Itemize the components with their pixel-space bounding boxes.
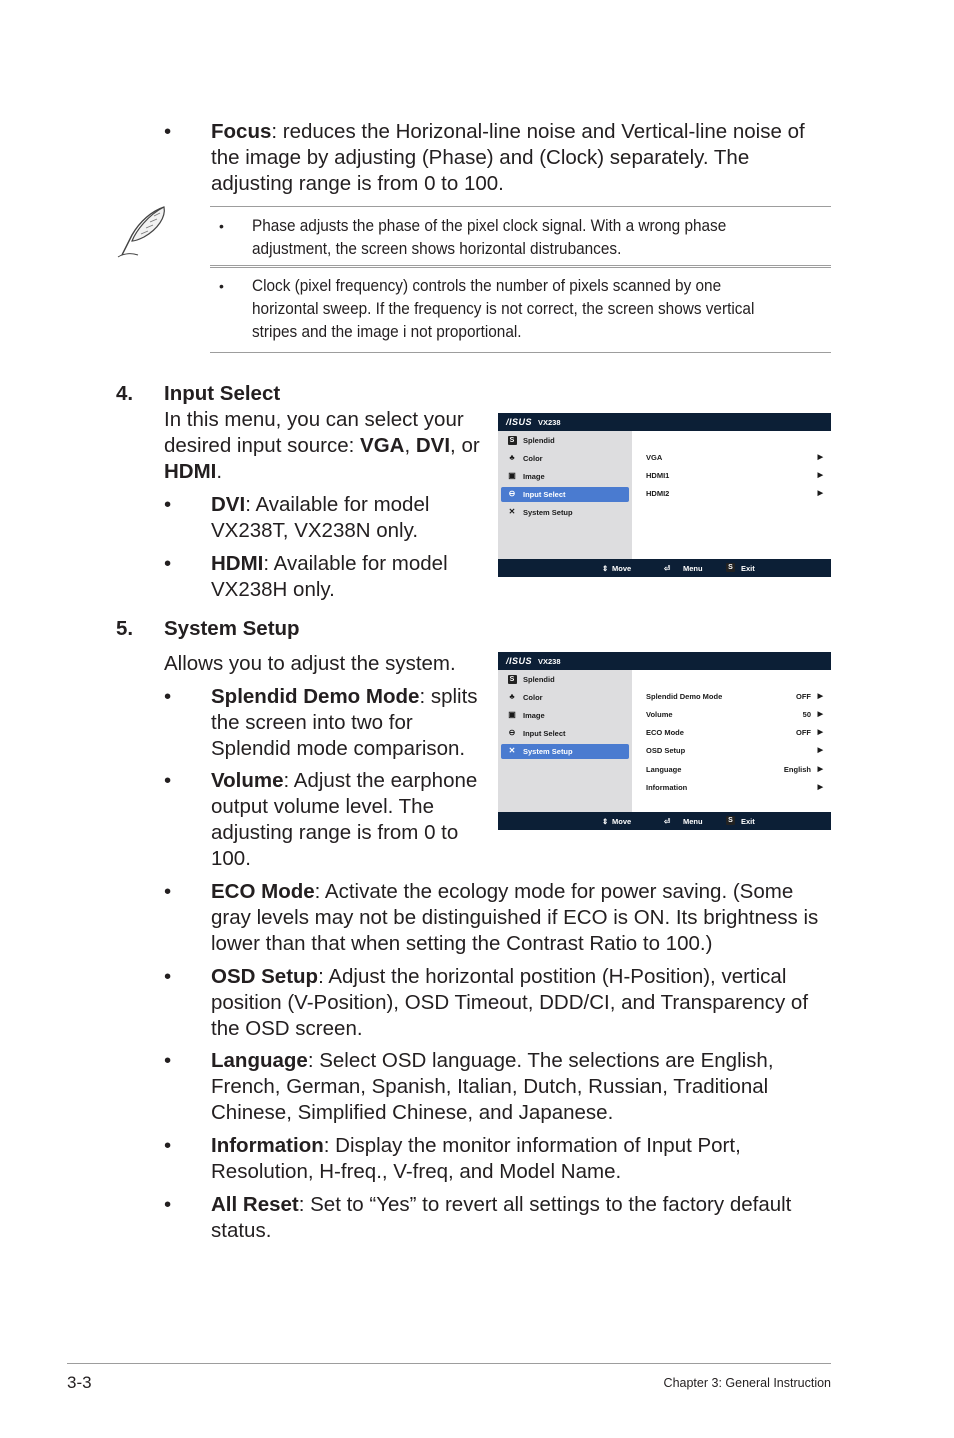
focus-term: Focus [211,120,272,143]
note-middle-rule [210,265,831,268]
splendid-icon: S [507,674,517,684]
asus-logo: /ISUS [506,417,533,427]
footer-rule [67,1363,831,1364]
page-number: 3-3 [67,1373,92,1392]
osd-menu-input-select: ⊖ Input Select [508,728,566,738]
osd-footer: ⇕ Move ⏎ Menu S Exit [498,559,831,577]
osd-menu-color: ♣ Color [501,690,629,705]
osd-title-bar [498,652,831,670]
s5-bullet-mark-5: • [164,1049,172,1072]
osd-menu-color: ♣ Color [501,451,629,466]
section4-intro: In this menu, you can select your desired input source: VGA, DVI, or HDMI. [164,408,480,483]
s5-bullet-all-reset: All Reset: Set to “Yes” to revert all settings to the factory default status. [211,1193,792,1242]
osd-menu-splendid: S Splendid [501,433,629,448]
osd-submenu [633,431,831,559]
osd-menu-image: ▣ Image [508,710,545,720]
focus-bullet-mark: • [164,120,172,143]
input-select-icon: ⊖ [508,489,516,498]
osd-title-bar [498,413,831,431]
osd-row-osd-setup: OSD Setup ▶ [646,746,823,755]
move-arrows-icon: ⇕ [602,817,609,826]
s5-bullet-splendid-demo: Splendid Demo Mode: splits the screen into two for Splendid mode comparison. [211,685,478,760]
focus-text: : reduces the Horizonal-line noise and Vertical-line noise of the image by adjusting (Phase) and (Clock) separately. The adjusting range is from 0 to 100. [211,120,805,195]
menu-enter-icon: ⏎ [664,817,671,826]
s5-bullet-osd-setup: OSD Setup: Adjust the horizontal postition (H-Position), vertical position (V-Position), OSD Timeout, DDD/CI, and Transparency of the OSD screen. [211,965,809,1040]
s5-bullet-volume: Volume: Adjust the earphone output volume level. The adjusting range is from 0 to 100. [211,769,478,870]
osd-row-splendid-demo: Splendid Demo Mode OFF ▶ [646,692,823,701]
section4-bullet-mark-1: • [164,493,172,516]
section5-number: 5. [116,617,134,640]
s5-bullet-language: Language: Select OSD language. The selections are English, French, German, Spanish, Italian, Dutch, Russian, Traditional Chinese, Simplified Chinese, and Japanese. [211,1049,774,1124]
osd-row-eco-mode: ECO Mode OFF ▶ [646,728,823,737]
splendid-icon: S [507,435,517,445]
note-item-clock: Clock (pixel frequency) controls the number of pixels scanned by one horizontal sweep. If the frequency is not correct, the screen shows vertical stripes and the image i not proportional. [252,277,755,341]
osd-submenu [633,670,831,798]
note-bullet-1: • [219,218,224,234]
color-icon: ♣ [509,453,515,462]
s5-bullet-mark-1: • [164,685,172,708]
osd-model-name: VX238 [538,418,561,427]
osd-menu-list [498,431,632,559]
section5-title: System Setup [164,617,300,640]
asus-logo: /ISUS [506,656,533,666]
s5-bullet-mark-3: • [164,880,172,903]
osd-menu-splendid: S Splendid [501,672,629,687]
note-top-rule [210,206,831,207]
input-select-icon: ⊖ [508,728,516,737]
osd-row-hdmi2: HDMI2 ▶ [646,489,823,498]
osd-model-name: VX238 [538,657,561,666]
image-icon: ▣ [508,710,516,719]
osd-menu-input-select: ⊖ Input Select [501,487,629,502]
system-setup-icon: ✕ [508,746,516,755]
osd-footer: ⇕ Move ⏎ Menu S Exit [498,812,831,830]
osd-menu-image: ▣ Image [508,471,545,481]
osd-row-language: Language English ▶ [646,765,823,774]
osd-menu-system-setup: ✕ System Setup [508,507,573,517]
move-arrows-icon: ⇕ [602,564,609,573]
osd-menu-system-setup: ✕ System Setup [501,744,629,759]
osd-system-setup-screenshot [498,652,831,830]
osd-row-hdmi1: HDMI1 ▶ [646,471,823,480]
section4-title: Input Select [164,382,281,405]
osd-row-information: Information ▶ [646,783,823,792]
osd-input-select-screenshot [498,413,831,577]
exit-s-icon: S [726,816,735,825]
section4-bullet-dvi: DVI: Available for model VX238T, VX238N only. [211,493,430,542]
feather-pen-icon [114,203,172,259]
s5-bullet-mark-4: • [164,965,172,988]
s5-bullet-mark-2: • [164,769,172,792]
section4-bullet-hdmi: HDMI: Available for model VX238H only. [211,552,448,601]
s5-bullet-mark-7: • [164,1193,172,1216]
system-setup-icon: ✕ [508,507,516,516]
section4-bullet-mark-2: • [164,552,172,575]
note-item-phase: Phase adjusts the phase of the pixel clock signal. With a wrong phase adjustment, the screen shows horizontal distrubances. [252,217,727,258]
image-icon: ▣ [508,471,516,480]
chapter-title: Chapter 3: General Instruction [663,1376,831,1390]
exit-s-icon: S [726,563,735,572]
color-icon: ♣ [509,692,515,701]
s5-bullet-eco-mode: ECO Mode: Activate the ecology mode for power saving. (Some gray levels may not be distinguished if ECO is ON. Its brightness is lower than that when setting the Contrast Ratio to 100.) [211,880,819,955]
focus-paragraph [211,119,831,197]
menu-enter-icon: ⏎ [664,564,671,573]
s5-bullet-mark-6: • [164,1134,172,1157]
osd-menu-list [498,670,632,798]
s5-bullet-information: Information: Display the monitor information of Input Port, Resolution, H-freq., V-freq, and Model Name. [211,1134,741,1183]
section4-number: 4. [116,382,134,405]
osd-row-vga: VGA ▶ [646,453,823,462]
note-bottom-rule [210,352,831,353]
note-bullet-2: • [219,278,224,294]
section5-intro: Allows you to adjust the system. [164,652,456,675]
osd-row-volume: Volume 50 ▶ [646,710,823,719]
